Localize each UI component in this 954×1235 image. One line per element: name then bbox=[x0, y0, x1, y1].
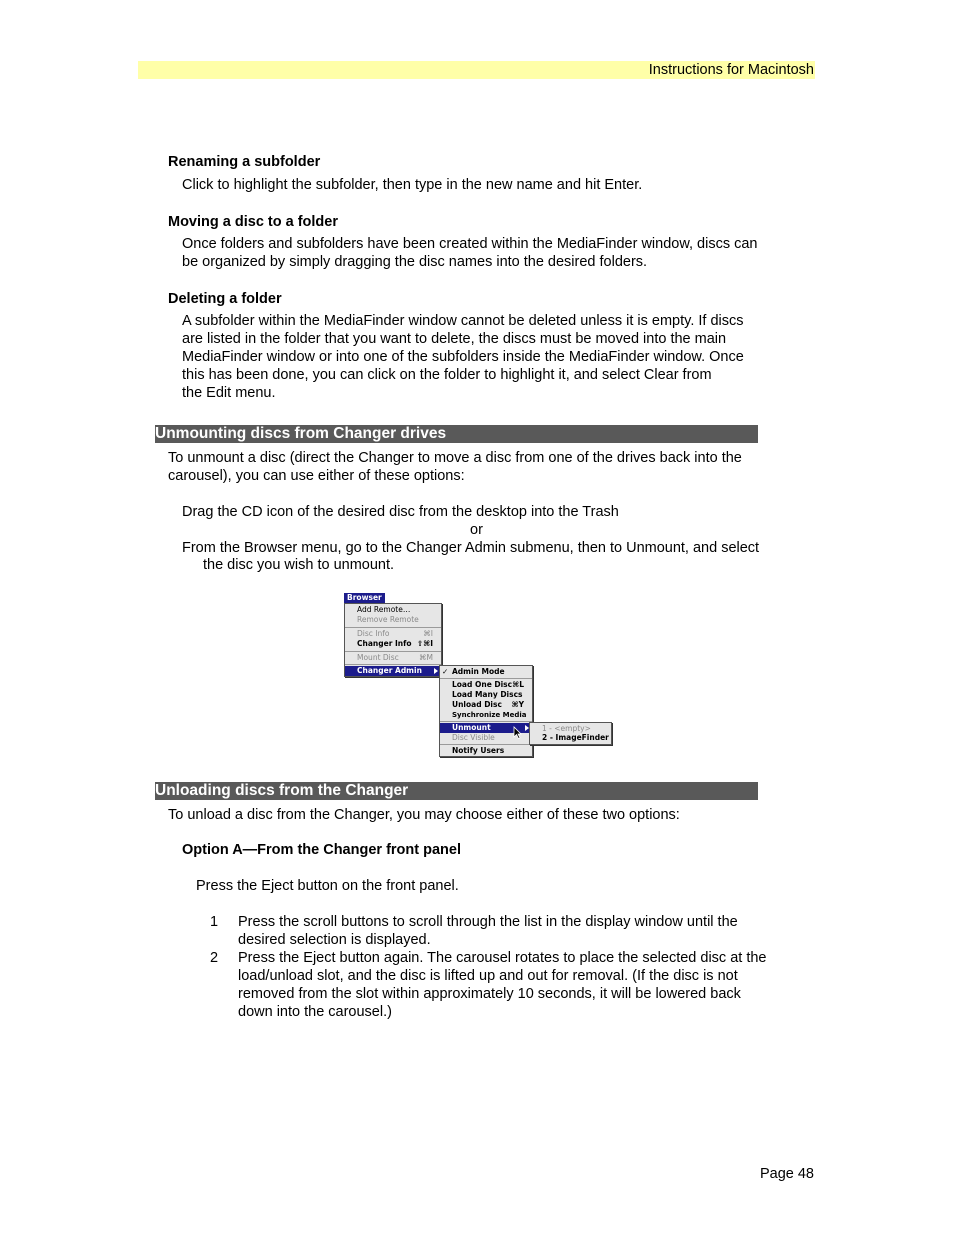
menu-item-disc-2[interactable] bbox=[530, 733, 611, 743]
moving-line: be organized by simply dragging the disc names into the desired folders. bbox=[182, 254, 648, 270]
deleting-line: MediaFinder window or into one of the subfolders inside the MediaFinder window. Once bbox=[182, 349, 744, 365]
step-line: desired selection is displayed. bbox=[238, 932, 431, 948]
menu-item-label: Changer Admin bbox=[357, 666, 422, 675]
menu-item-load-one-disc[interactable] bbox=[440, 680, 532, 690]
unloading-intro: To unload a disc from the Changer, you may choose either of these two options: bbox=[168, 807, 680, 823]
menu-separator bbox=[440, 678, 532, 679]
step-line: load/unload slot, and the disc is lifted up and out for removal. (If the disc is not bbox=[238, 968, 738, 984]
menu-item-label: Remove Remote bbox=[357, 615, 419, 624]
browser-menu bbox=[344, 603, 442, 677]
menu-item-disc-info[interactable] bbox=[345, 629, 441, 639]
deleting-line: the Edit menu. bbox=[182, 385, 276, 401]
step-number: 1 bbox=[210, 914, 219, 930]
unmounting-heading: Unmounting discs from Changer drives bbox=[155, 425, 758, 443]
menu-item-mount-disc[interactable] bbox=[345, 653, 441, 663]
menu-item-label: Admin Mode bbox=[452, 667, 505, 676]
step-line: down into the carousel.) bbox=[238, 1004, 392, 1020]
menu-item-label: Synchronize Media bbox=[452, 711, 527, 719]
menu-item-synchronize-media[interactable] bbox=[440, 710, 532, 720]
deleting-line: this has been done, you can click on the folder to highlight it, and select Clear from bbox=[182, 367, 712, 383]
menu-separator bbox=[345, 627, 441, 628]
step-line: Press the scroll buttons to scroll through the list in the display window until the bbox=[238, 914, 738, 930]
renaming-body: Click to highlight the subfolder, then type in the new name and hit Enter. bbox=[182, 177, 643, 193]
menu-item-label: 2 - ImageFinder bbox=[542, 733, 609, 742]
menu-item-unload-disc[interactable] bbox=[440, 700, 532, 710]
menu-item-label: Changer Info bbox=[357, 639, 412, 648]
checkmark-icon: ✓ bbox=[442, 667, 449, 676]
step-line: removed from the slot within approximately 10 seconds, it will be lowered back bbox=[238, 986, 741, 1002]
menu-separator bbox=[440, 721, 532, 722]
changer-admin-menu bbox=[439, 665, 533, 757]
menu-item-label: Load Many Discs bbox=[452, 690, 523, 699]
menu-item-label: Add Remote… bbox=[357, 605, 411, 614]
menu-item-shortcut: ⌘I bbox=[423, 629, 433, 638]
menu-item-remove-remote[interactable] bbox=[345, 615, 441, 625]
deleting-line: A subfolder within the MediaFinder window cannot be deleted unless it is empty. If discs bbox=[182, 313, 744, 329]
step-number: 2 bbox=[210, 950, 219, 966]
menu-item-label: Unmount bbox=[452, 723, 491, 732]
unmount-option-2: the disc you wish to unmount. bbox=[203, 557, 395, 573]
moving-heading: Moving a disc to a folder bbox=[168, 214, 338, 230]
submenu-arrow-icon bbox=[434, 668, 438, 674]
menu-item-shortcut: ⌘L bbox=[512, 680, 524, 689]
unmount-menu bbox=[529, 722, 612, 745]
menu-item-load-many-discs[interactable] bbox=[440, 690, 532, 700]
menu-item-label: Load One Disc bbox=[452, 680, 513, 689]
menu-item-shortcut: ⌘Y bbox=[511, 700, 524, 709]
menu-separator bbox=[345, 651, 441, 652]
browser-menu-title[interactable]: Browser bbox=[344, 593, 385, 603]
unmount-option-2: From the Browser menu, go to the Changer Admin submenu, then to Unmount, and select bbox=[182, 540, 760, 556]
menu-item-shortcut: ⌘M bbox=[419, 653, 433, 662]
unmount-option-1: Drag the CD icon of the desired disc from the desktop into the Trash bbox=[182, 504, 619, 520]
menu-item-admin-mode[interactable] bbox=[440, 667, 532, 677]
menu-item-label: Disc Info bbox=[357, 629, 390, 638]
menu-item-notify-users[interactable] bbox=[440, 746, 532, 756]
menu-item-label: Disc Visible bbox=[452, 733, 495, 742]
menu-item-label: Notify Users bbox=[452, 746, 505, 755]
menu-item-label: Mount Disc bbox=[357, 653, 399, 662]
unloading-step-0: Press the Eject button on the front panel. bbox=[196, 878, 459, 894]
menu-separator bbox=[440, 744, 532, 745]
renaming-heading: Renaming a subfolder bbox=[168, 154, 321, 170]
page-number: Page 48 bbox=[759, 1166, 814, 1182]
menu-item-shortcut: ⇧⌘I bbox=[416, 639, 433, 648]
unmounting-intro: To unmount a disc (direct the Changer to move a disc from one of the drives back into the bbox=[168, 450, 742, 466]
moving-line: Once folders and subfolders have been created within the MediaFinder window, discs can bbox=[182, 236, 758, 252]
menu-item-changer-admin[interactable] bbox=[345, 666, 441, 676]
step-line: Press the Eject button again. The carousel rotates to place the selected disc at the bbox=[238, 950, 767, 966]
menu-separator bbox=[345, 664, 441, 665]
unmounting-intro: carousel), you can use either of these options: bbox=[168, 468, 465, 484]
menu-item-label: 1 - <empty> bbox=[542, 724, 591, 733]
menu-item-add-remote[interactable] bbox=[345, 605, 441, 615]
option-a-heading: Option A—From the Changer front panel bbox=[182, 842, 461, 858]
unloading-heading: Unloading discs from the Changer bbox=[155, 782, 758, 800]
unmount-or: or bbox=[470, 522, 483, 538]
mouse-pointer-icon bbox=[513, 726, 522, 739]
deleting-heading: Deleting a folder bbox=[168, 291, 282, 307]
deleting-line: are listed in the folder that you want to delete, the discs must be moved into the main bbox=[182, 331, 727, 347]
menu-item-label: Unload Disc bbox=[452, 700, 502, 709]
menu-item-changer-info[interactable] bbox=[345, 639, 441, 649]
header-title: Instructions for Macintosh bbox=[648, 62, 814, 78]
